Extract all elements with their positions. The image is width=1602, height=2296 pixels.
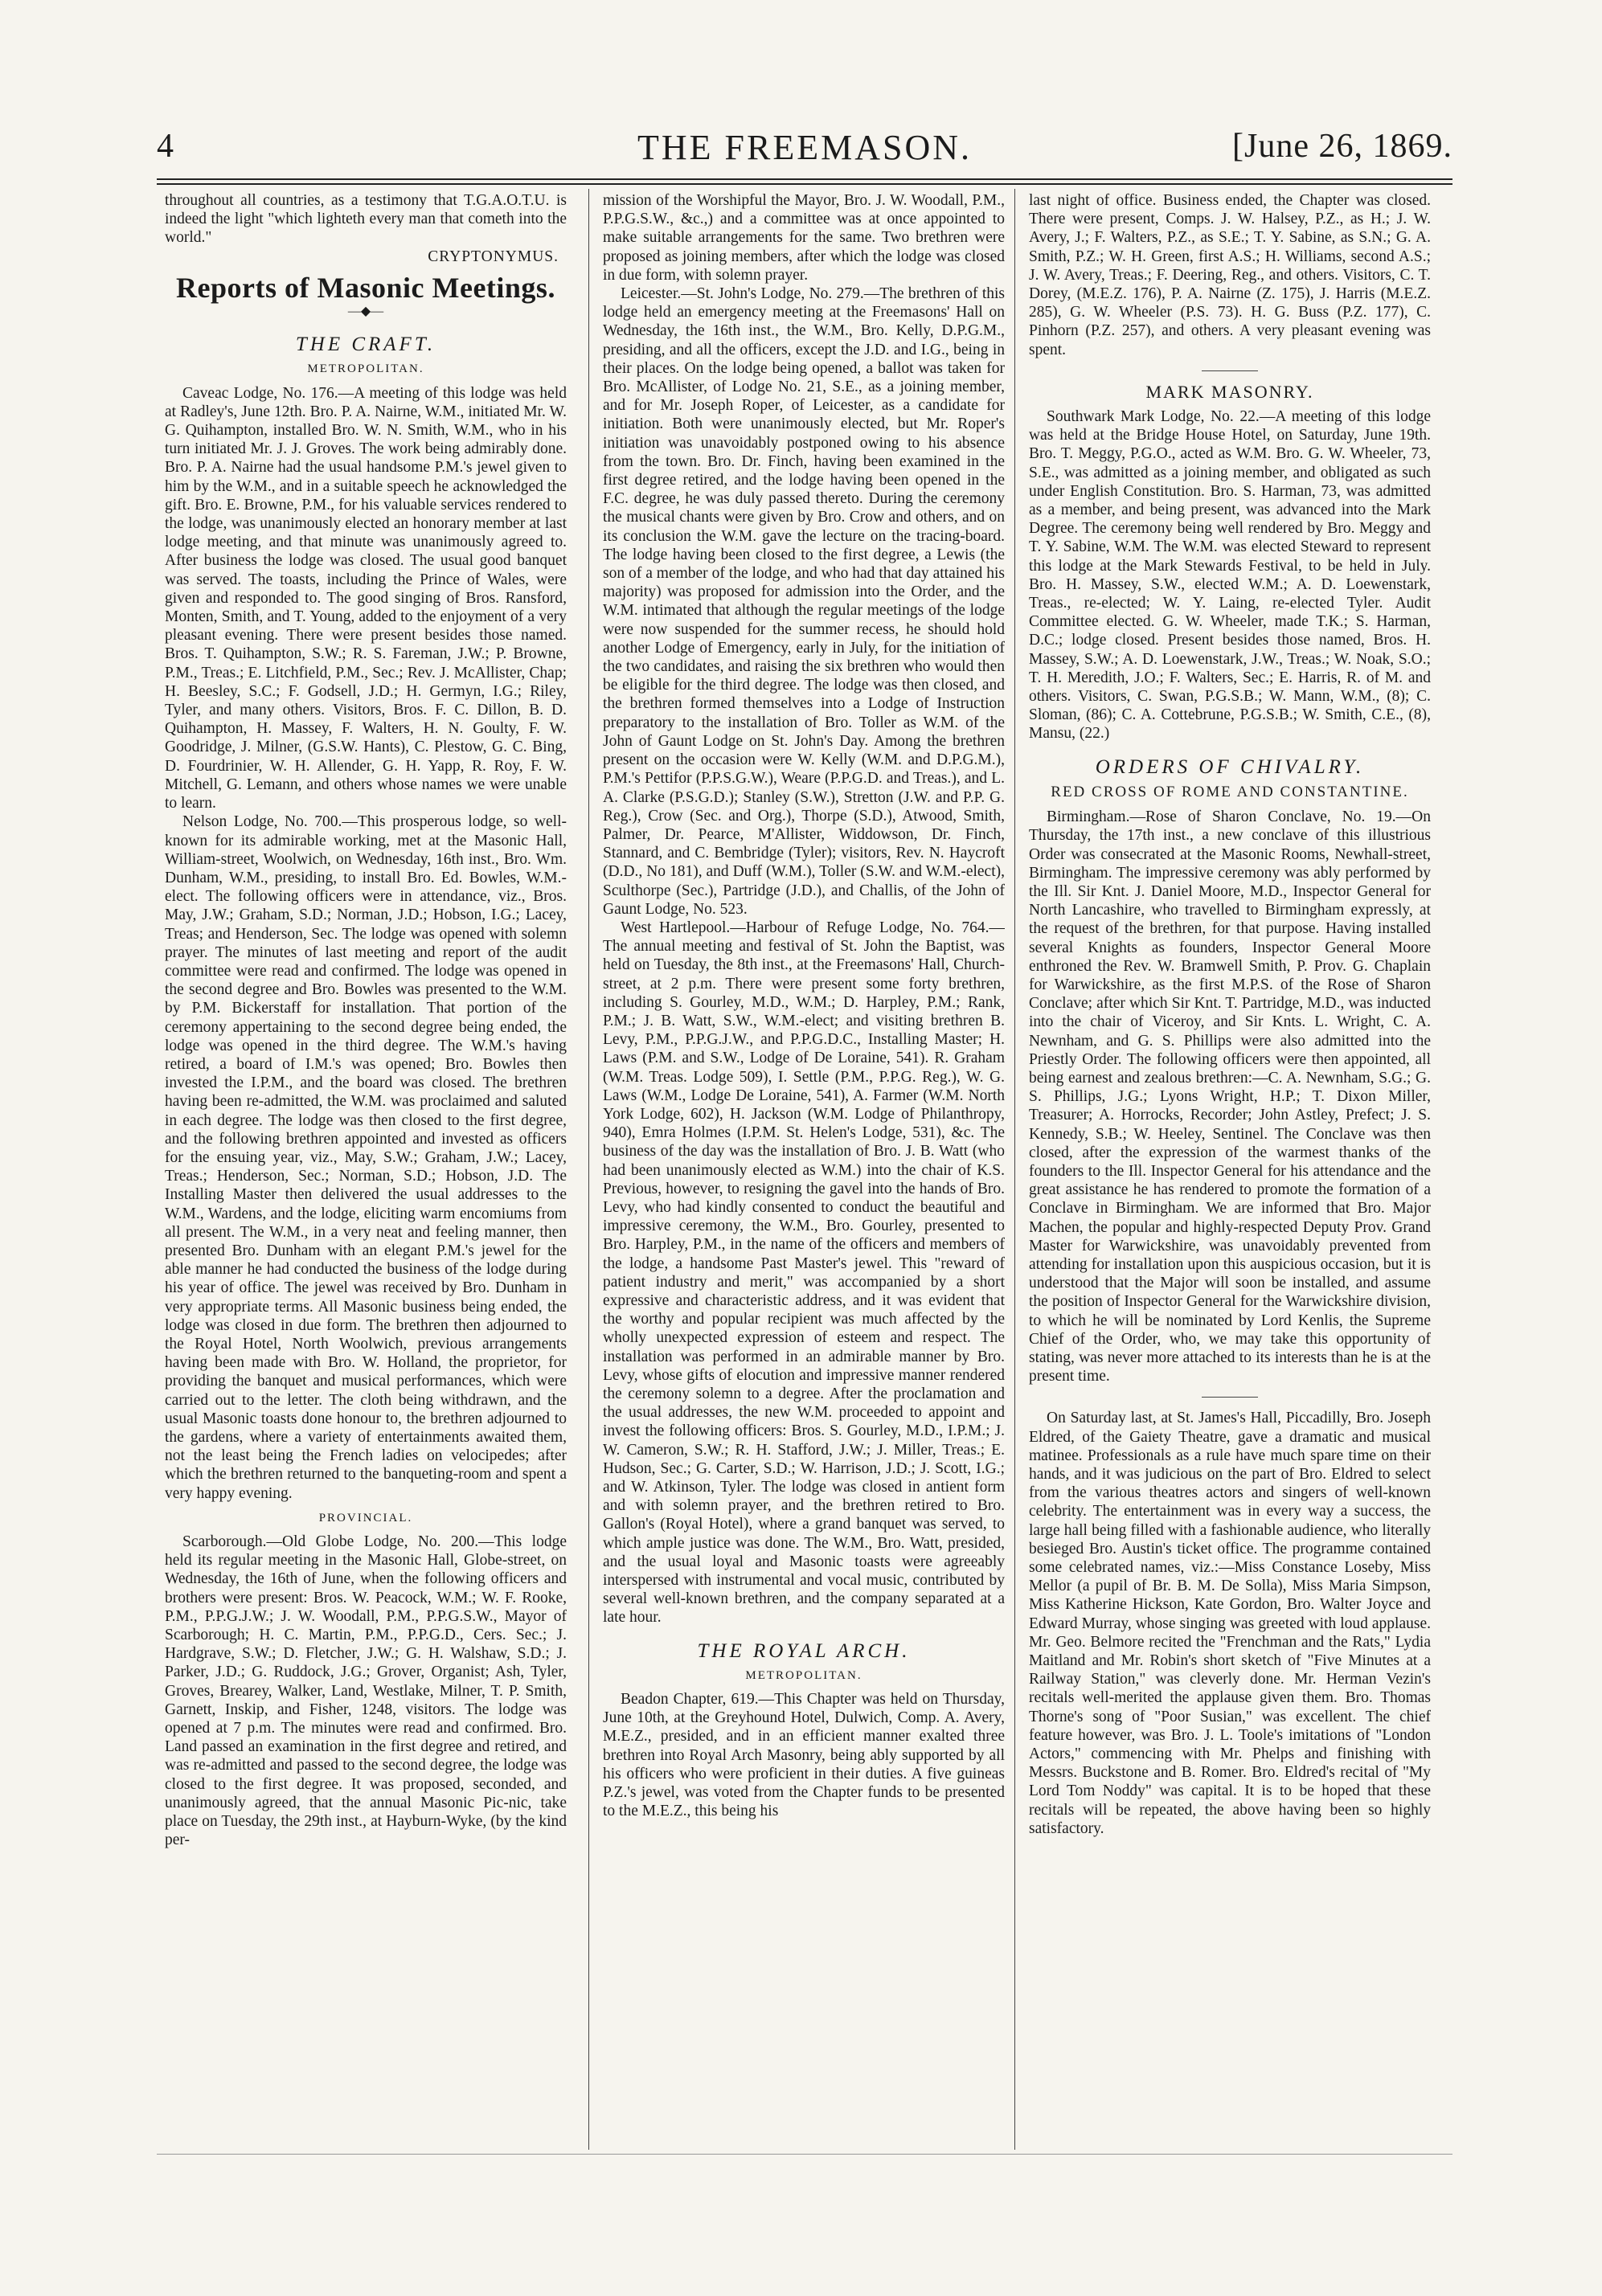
column-divider-2 bbox=[1014, 189, 1015, 2150]
header-rule-bottom bbox=[157, 183, 1452, 185]
issue-date: [June 26, 1869. bbox=[1232, 128, 1452, 165]
ornament-divider: —◆— bbox=[347, 305, 384, 319]
st-james-hall-report: On Saturday last, at St. James's Hall, Piccadilly, Bro. Joseph Eldred, of the Gaiety Theatre, gave a dramatic and musical matinee. Professionals as a rule have much spare time on their hands, and it was judicious on the part of Bro. Eldred to select from the various theatres actors and singers of well-known celebrity. The entertainment was in every way a success, the large hall being filled with a fashionable audience, who literally besieged Bro. Austin's ticket office. The programme contained some celebrated names, viz.:—Miss Constance Loseby, Miss Mellor (a pupil of Br. B. M. De Solla), Miss Maria Simpson, Miss Katherine Hickson, Kate Gordon, Bro. Walter Joyce and Edward Murray, whose singing was greeted with loud applause. Mr. Geo. Belmore recited the "Frenchman and the Rats," Lydia Maitland and Mr. Robin's short sketch of "Five Minutes at a Railway Station," was cleverly done. Mr. Herman Vezin's recitals well-merited the applause given them. Bro. Thomas Thorne's song of "Poor Susian," was excellent. The chief feature however, was Bro. J. L. Toole's imitations of "London Actors," commencing with Mr. Phelps and finishing with Messrs. Buckstone and B. Romer. Bro. Eldred's recital of "My Lord Tom Noddy" was capital. It is to be hoped that these recitals will be repeated, the above having been so highly satisfactory. bbox=[1029, 1410, 1431, 1837]
column-1 bbox=[165, 191, 567, 2152]
nelson-lodge-report: Nelson Lodge, No. 700.—This prosperous lodge, so well-known for its admirable working, met at the Masonic Hall, William-street, Woolwich, on Wednesday, 16th inst., Bro. Wm. Dunham, W.M., presiding, to install Bro. Ed. Bowles, W.M.-elect. The following officers were in attendance, viz., Bros. May, J.W.; Graham, S.D.; Norman, J.D.; Hobson, I.G.; Lacey, Treas; and Henderson, Sec. The lodge was opened with solemn prayer. The minutes of last meeting and report of the audit committee were read and confirmed. The lodge was opened in the second degree and Bro. Bowles was presented to the W.M. by P.M. Bickerstaff for installation. That portion of the ceremony appertaining to the second degree being ended, the lodge was opened in the third degree. The W.M.'s having retired, a board of I.M.'s was opened; Bro. Bowles then invested the I.P.M., and the board was closed. The brethren having been re-admitted, the W.M. was proclaimed and saluted in each degree. The lodge was then closed to the first degree, and the following brethren appointed and invested as officers for the ensuing year, viz., May, S.W.; Graham, J.W.; Lacey, Treas.; Henderson, Sec.; Norman, S.D.; Hobson, J.D. The Installing Master then delivered the usual addresses to the W.M., Wardens, and the lodge, eliciting warm encomiums from all present. The W.M., in a very neat and feeling manner, then presented Bro. Dunham with an elegant P.M.'s jewel for the able manner he had conducted the business of the lodge during his year of office. The jewel was received by Bro. Dunham in very appropriate terms. All Masonic business being ended, the lodge was closed in due form. The brethren then adjourned to the Royal Hotel, North Woolwich, previous arrangements having been made with Bro. W. Holland, the proprietor, for providing the banquet and musical performances, which were carried out to the letter. The cloth being withdrawn, and the usual Masonic toasts done honour to, the brethren adjourned to the gardens, where a variety of entertainments awaited them, not the least being the French ladies on velocipedes; after which the brethren returned to the banqueting-room and spent a very happy evening. bbox=[165, 813, 567, 1502]
metropolitan-label: METROPOLITAN. bbox=[307, 362, 424, 376]
signature: CRYPTONYMUS. bbox=[428, 248, 559, 265]
red-cross-heading: RED CROSS OF ROME AND CONSTANTINE. bbox=[1051, 783, 1409, 800]
cryptonymus-ending: throughout all countries, as a testimony that T.G.A.O.T.U. is indeed the light "which lighteth every man that cometh into the world." bbox=[165, 192, 567, 247]
scarborough-report: Scarborough.—Old Globe Lodge, No. 200.—This lodge held its regular meeting in the Masonic Hall, Globe-street, on Wednesday, the 16th of June, when the following officers and brothers were present: Bros. W. Peacock, W.M.; W. F. Rooke, P.M., P.P.G.J.W.; J. W. Woodall, P.M., P.P.G.S.W., Mayor of Scarborough; H. C. Martin, P.M., P.P.G.D., Cers. Sec.; J. Hardgrave, S.W.; D. Fletcher, J.W.; G. H. Walshaw, S.D.; J. Parker, J.D.; G. Ruddock, J.G.; Grover, Organist; Ash, Tyler, Groves, Brearey, Walker, Land, Westlake, Milner, T. P. Smith, Garnett, Inskip, and Fisher, 1248, visitors. The lodge was opened at 7 p.m. The minutes were read and confirmed. Bro. Land passed an examination in the first degree and retired, and was re-admitted and passed to the second degree, the lodge was closed to the first degree. It was proposed, seconded, and unanimously agreed, that the annual Masonic Pic-nic, take place on Tuesday, the 29th inst., at Hayburn-Wyke, (by the kind per- bbox=[165, 1533, 567, 1849]
page-number: 4 bbox=[157, 128, 174, 165]
provincial-label: PROVINCIAL. bbox=[318, 1511, 413, 1525]
header-rule-top bbox=[157, 178, 1452, 180]
masthead: THE FREEMASON. bbox=[637, 128, 973, 167]
hartlepool-report: West Hartlepool.—Harbour of Refuge Lodge, No. 764.—The annual meeting and festival of St. John the Baptist, was held on Tuesday, the 8th inst., at the Freemasons' Hall, Church-street, at 2 p.m. There were present some forty brethren, including S. Gourley, M.D., W.M.; D. Harpley, P.M.; Rank, P.M.; J. B. Watt, S.W., W.M.-elect; and visiting brethren B. Levy, P.M., P.P.G.J.W., and P.P.G.D.C., Installing Master; H. Laws (P.M. and S.W., Lodge of De Loraine, 541). R. Graham (W.M. Treas. Lodge 509), I. Settle (P.M., P.P.G. Reg.), W. G. Laws (W.M., Lodge De Loraine, 541), A. Farmer (W.M. North York Lodge, 602), H. Jackson (W.M. Lodge of Philanthropy, 940), Emra Holmes (I.P.M. St. Helen's Lodge, 531), &c. The business of the day was the installation of Bro. J. B. Watt (who had been unanimously elected as W.M.) into the chair of K.S. Previous, however, to resigning the gavel into the hands of Bro. Levy, who had kindly consented to conduct the beautiful and impressive ceremony, the W.M., Bro. Gourley, presented to Bro. Harpley, P.M., in the name of the officers and members of the lodge, a handsome Past Master's jewel. This "reward of patient industry and merit," was accompanied by a short expressive and characteristic address, and it was evident that the worthy and popular recipient was much affected by the wholly unexpected expression of esteem and respect. The installation was performed in an admirable manner by Bro. Levy, whose gifts of elocution and impressive manner rendered the ceremony solemn to a degree. After the proclamation and the usual addresses, the new W.M. proceeded to appoint and invest the following officers: Bros. S. Gourley, M.D., I.P.M.; J. W. Cameron, S.W.; R. H. Stafford, J.W.; J. Miller, Treas.; E. Hudson, Sec.; G. Carter, S.D.; W. Harrison, J.D.; J. Scott, I.G.; and W. Atkinson, Tyler. The lodge was closed in antient form and with solemn prayer, and the brethren retired to Bro. Gallon's (Royal Hotel), where a grand banquet was served, to which ample justice was done. The W.M., Bro. Watt, presided, and the usual loyal and Masonic toasts were agreeably interspersed with instrumental and vocal music, contributed by several well-known brethren, and the company separated at a late hour. bbox=[603, 919, 1005, 1627]
reports-heading: Reports of Masonic Meetings. bbox=[176, 271, 555, 304]
birmingham-report: Birmingham.—Rose of Sharon Conclave, No. 19.—On Thursday, the 17th inst., a new conclave of this illustrious Order was consecrated at the Masonic Rooms, Newhall-street, Birmingham. The impressive ceremony was ably performed by the Ill. Sir Knt. J. Daniel Moore, M.D., Inspector General for North Lancashire, who travelled to Birmingham expressly, at the request of the brethren, for that purpose. Having installed several Knights as founders, Inspector General Moore enthroned the Rev. W. Bramwell Smith, P. Prov. G. Chaplain for Warwickshire, as the first M.P.S. of the Rose of Sharon Conclave; after which Sir Knt. T. Partridge, M.D., was inducted into the chair of Viceroy, and Sir Knts. L. Wright, C. A. Newnham, and G. S. Phillips were also admitted into the Priestly Order. The following officers were then appointed, all being earnest and zealous brethren:—C. A. Newnham, S.G.; G. S. Phillips, J.G.; Lyons Wright, H.P.; T. Dixon Miller, Treasurer; A. Horrocks, Recorder; John Astley, Prefect; J. S. Kennedy, S.B.; W. Heeley, Sentinel. The Conclave was then closed, after the expression of the warmest thanks of the founders to the Ill. Inspector General for his attendance and the great assistance he has rendered to promote the formation of a Conclave in Birmingham. We are informed that Bro. Major Machen, the popular and highly-respected Deputy Prov. Grand Master for Warwickshire, was unavoidably prevented from attending for installation upon this auspicious occasion, but it is understood that the Major will soon be installed, and assume the position of Inspector General for the Warwickshire division, to which he will be nominated by Lord Kenlis, the Supreme Chief of the Order, who, we may take this opportunity of stating, was never more attached to its interests than he is at the present time. bbox=[1029, 808, 1431, 1385]
column-2 bbox=[603, 191, 1005, 2152]
leicester-report: Leicester.—St. John's Lodge, No. 279.—The brethren of this lodge held an emergency meeting at the Freemasons' Hall on Wednesday, the 16th inst., the W.M., Bro. Kelly, D.P.G.M., presiding, and all the officers, except the J.D. and I.G., being in their places. On the lodge being opened, a ballot was taken for Bro. McAllister, of Lodge No. 21, S.E., as a joining member, and for Mr. Joseph Roper, of Leicester, as a candidate for initiation. Both were unanimously elected, but Mr. Roper's initiation was unavoidably postponed owing to his absence from the town. Bro. Dr. Finch, having been examined in the first degree retired, and the lodge having been opened in the F.C. degree, he was duly passed thereto. During the ceremony the musical chants were given by Bro. Crow and others, and on its conclusion the W.M. gave the lecture on the tracing-board. The lodge having been closed to the first degree, a Lewis (the son of a member of the lodge, and who had that day attained his majority) was proposed for admission into the Order, and the W.M. intimated that although the regular meetings of the lodge were now suspended for the summer recess, he should hold another Lodge of Emergency, early in July, for the initiation of the two candidates, and raising the six brethren who would then be eligible for the third degree. The lodge was then closed, and the brethren formed themselves into a Lodge of Instruction preparatory to the installation of Bro. Toller as W.M. of the John of Gaunt Lodge on St. John's Day. Among the brethren present on the occasion were W. Kelly (W.M. and D.P.G.M.), P.M.'s Pettifor (P.P.S.G.W.), Weare (P.P.G.D. and Treas.), and L. A. Clarke (P.S.G.D.); Stanley (S.W.), Stretton (J.W. and P.P. G. Reg.), Crow (Sec. and Org.), Thorpe (S.D.), Atwood, Smith, Palmer, Dr. Pearce, M'Allister, Widdowson, Dr. Finch, Stannard, and C. Bembridge (Tyler); visitors, Rev. N. Haycroft (D.D., No 181), and Duff (W.M.), Toller (S.W. and W.M.-elect), Sculthorpe (Sec.), Partridge (J.D.), and Challis, of the John of Gaunt Lodge, No. 523. bbox=[603, 285, 1005, 918]
scarborough-continuation: mission of the Worshipful the Mayor, Bro. J. W. Woodall, P.M., P.P.G.S.W., &c.,) and a committee was at once appointed to make suitable arrangements for the same. Two brethren were proposed as joining members, after which the lodge was closed in due form, with solemn prayer. bbox=[603, 192, 1005, 284]
southwark-report: Southwark Mark Lodge, No. 22.—A meeting of this lodge was held at the Bridge House Hotel, on Saturday, June 19th. Bro. T. Meggy, P.G.O., acted as W.M. Bro. G. W. Wheeler, 73, S.E., was admitted as a joining member, and obligated as such under English Constitution. Bro. S. Harman, 73, was admitted as a member, and being present, was advanced into the Mark Degree. The ceremony being well rendered by Bro. Meggy and T. Y. Sabine, W.M. The W.M. was elected Steward to represent this lodge at the Mark Stewards Festival, to be held in July. Bro. H. Massey, S.W., elected W.M.; A. D. Loewenstark, Treas., re-elected; W. Y. Laing, re-elected Tyler. Audit Committee elected. G. W. Wheeler, made T.K.; S. Harman, D.C.; lodge closed. Present besides those named, Bros. H. Massey, S.W.; A. D. Loewenstark, J.W., Treas.; W. Noak, S.O.; T. H. Meredith, J.O.; F. Walters, Sec.; E. Harris, R. of M. and others. Visitors, C. Swan, P.G.S.B.; W. Mann, W.M., (8); C. Sloman, (86); C. A. Cottebrune, P.G.S.B.; W. Smith, C.E., (8), Mansu, (22.) bbox=[1029, 408, 1431, 743]
beadon-continuation: last night of office. Business ended, the Chapter was closed. There were present, Comps. J. W. Halsey, P.Z., as H.; J. W. Avery, J.; F. Walters, P.Z., as S.E.; T. Y. Sabine, as S.N.; G. A. Smith, P.Z.; W. H. Green, first A.S.; H. Williams, second A.S.; J. W. Avery, Treas.; F. Deering, Reg., and others. Visitors, C. T. Dorey, (M.E.Z. 176), P. A. Nairne (Z. 175), J. Harris (M.E.Z. 285), G. W. Wheeler (P.S. 73). H. G. Buss (P.Z. 177), C. Pinhorn (P.Z. 257), and others. A very pleasant evening was spent. bbox=[1029, 192, 1431, 358]
mark-masonry-heading: MARK MASONRY. bbox=[1145, 381, 1314, 402]
arch-metropolitan-label: METROPOLITAN. bbox=[745, 1668, 862, 1682]
section-rule bbox=[1202, 370, 1258, 371]
caveac-lodge-report: Caveac Lodge, No. 176.—A meeting of this lodge was held at Radley's, June 12th. Bro. P. A. Nairne, W.M., initiated Mr. W. G. Quihampton, installed Bro. W. N. Smith, W.M., who in his turn initiated Mr. J. J. Groves. The work being admirably done. Bro. P. A. Nairne had the usual handsome P.M.'s jewel given to him by the W.M., and in a suitable speech he acknowledged the gift. Bro. E. Browne, P.M., for his valuable services rendered to the lodge, was unanimously elected an honorary member at last lodge meeting, and that minute was unanimously agreed to. After business the lodge was closed. The usual good banquet was served. The toasts, including the Prince of Wales, were given and responded to. The good singing of Bros. Ransford, Monten, Smith, and T. Young, added to the enjoyment of a very pleasant evening. There were present besides those named. Bros. T. Quihampton, S.W.; R. S. Fareman, J.W.; P. Browne, P.M., Treas.; E. Litchfield, P.M., Sec.; Rev. J. McAllister, Chap; H. Beesley, S.C.; F. Godsell, J.D.; H. Germyn, I.G.; Riley, Tyler, and many others. Visitors, Bros. F. C. Dillon, B. D. Quihampton, H. Massey, F. Walters, H. N. Goulty, F. W. Goodridge, J. Milner, (G.S.W. Hants), C. Plestow, G. C. Bing, D. Fourdrinier, W. H. Allender, G. H. Yapp, R. Roy, F. W. Mitchell, G. Lemann, and others whose names we were unable to learn. bbox=[165, 384, 567, 812]
section-rule-2 bbox=[1202, 1397, 1258, 1398]
footer-rule bbox=[157, 2154, 1452, 2155]
beadon-chapter-report: Beadon Chapter, 619.—This Chapter was held on Thursday, June 10th, at the Greyhound Hotel, Dulwich, Comp. A. Avery, M.E.Z., presided, and in an efficient manner exalted three brethren into Royal Arch Masonry, being ably supported by all his officers who were proficient in their duties. A five guineas P.Z.'s jewel, was voted from the Chapter funds to be presented to the M.E.Z., this being his bbox=[603, 1691, 1005, 1820]
column-3 bbox=[1029, 191, 1431, 2152]
column-divider-1 bbox=[588, 189, 589, 2150]
chivalry-heading: ORDERS OF CHIVALRY. bbox=[1095, 755, 1365, 778]
craft-heading: THE CRAFT. bbox=[295, 334, 436, 356]
royal-arch-heading: THE ROYAL ARCH. bbox=[697, 1639, 911, 1662]
page-header bbox=[157, 127, 1452, 167]
